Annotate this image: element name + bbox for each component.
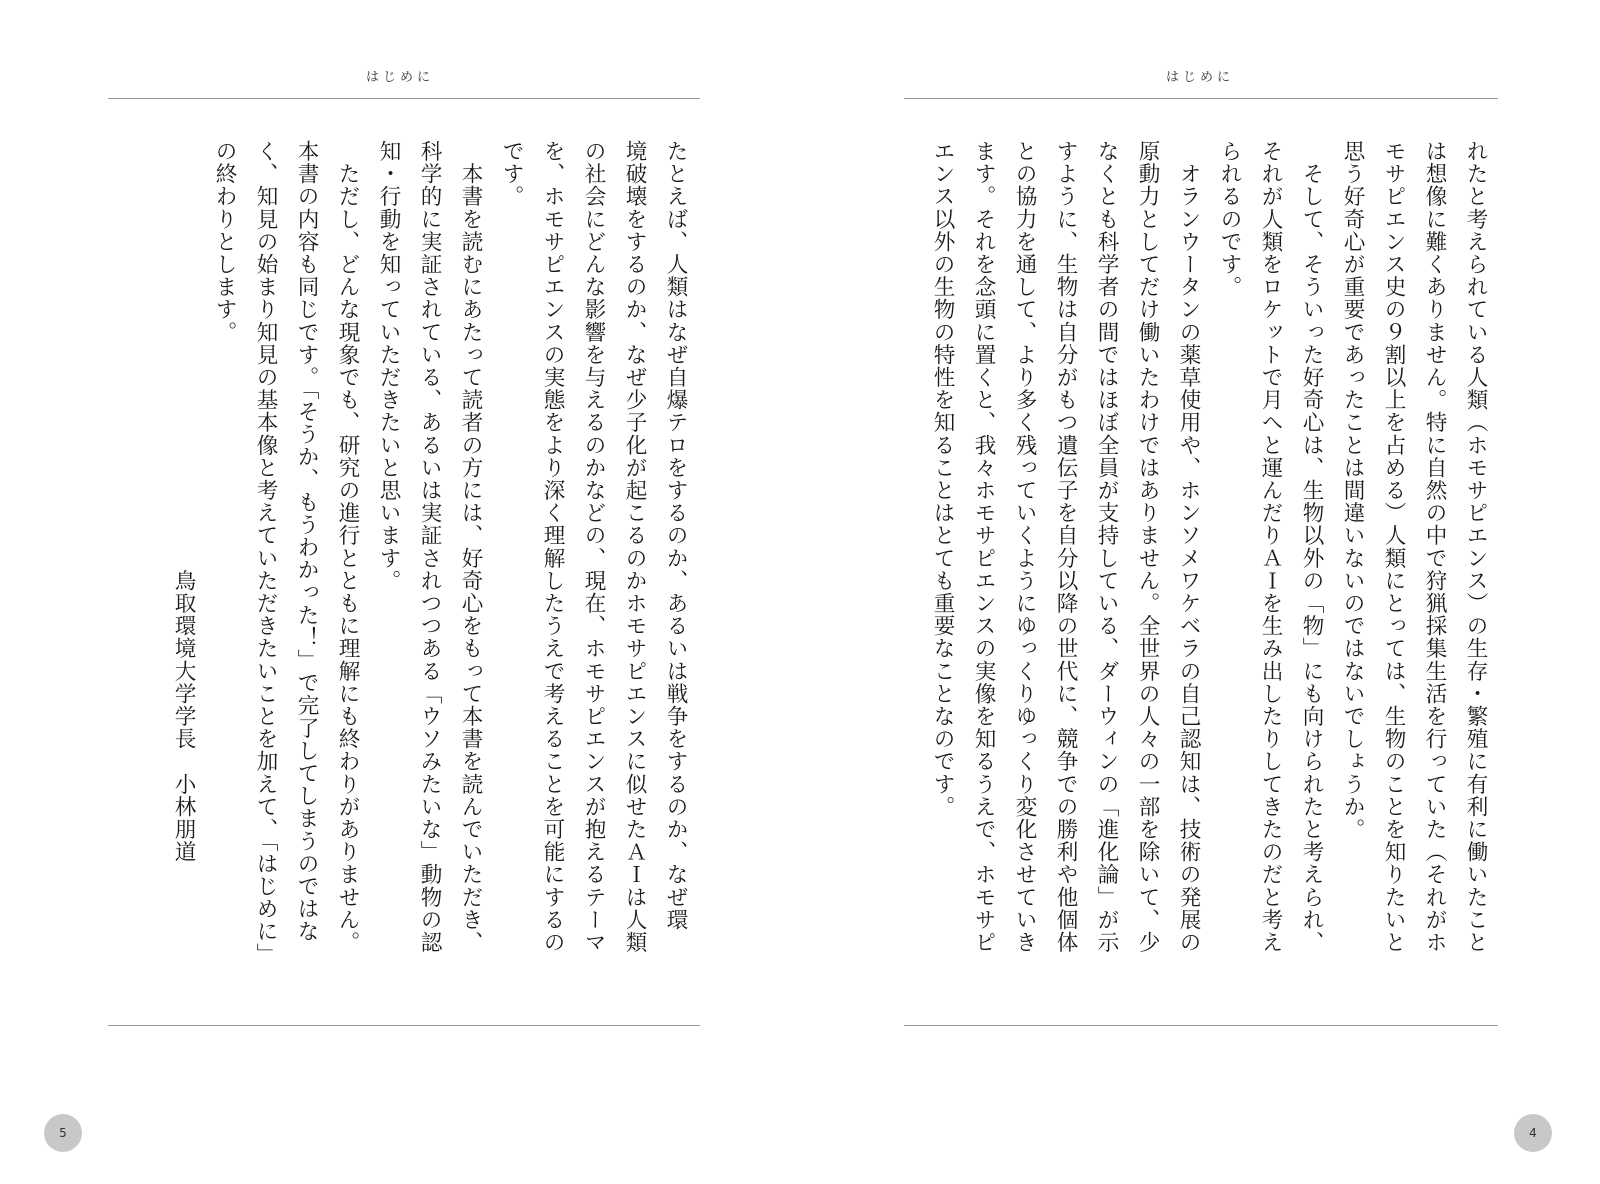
page-number: 4 [1514,1114,1552,1152]
text-line: 知・行動を知っていただきたいと思います。 [376,140,401,592]
text-line: を、ホモサピエンスの実態をより深く理解したうえで考えることを可能にするの [540,140,565,954]
text-line: られるのです。 [1217,140,1242,299]
signature: 鳥取環境大学学長 小林朋道 [171,140,196,864]
text-line: なくとも科学者の間ではほぼ全員が支持している、ダーウィンの「進化論」が示 [1094,140,1119,954]
text-line: すように、生物は自分がもつ遺伝子を自分以降の世代に、競争での勝利や他個体 [1053,140,1078,954]
header-rule [904,98,1498,99]
text-line: 境破壊をするのか、なぜ少子化が起こるのかホモサピエンスに似せたＡＩは人類 [622,140,647,954]
text-line: ただし、どんな現象でも、研究の進行とともに理解にも終わりがありません。 [335,140,360,954]
text-line: それが人類をロケットで月へと運んだりＡＩを生み出したりしてきたのだと考え [1258,140,1283,954]
right-page [800,0,1600,1184]
running-head: はじめに [1165,70,1234,85]
text-line: です。 [499,140,524,208]
text-line: モサピエンス史の９割以上を占める）人類にとっては、生物のことを知りたいと [1381,140,1406,954]
text-line: 本書の内容も同じです。「そうか、もうわかった！」で完了してしまうのではな [294,140,319,943]
text-line: 原動力としてだけ働いたわけではありません。全世界の人々の一部を除いて、少 [1135,140,1160,954]
text-line: の社会にどんな影響を与えるのかなどの、現在、ホモサピエンスが抱えるテーマ [581,140,606,954]
text-line: そして、そういった好奇心は、生物以外の「物」にも向けられたと考えられ、 [1299,140,1324,954]
text-line: との協力を通して、より多く残っていくようにゆっくりゆっくり変化させていき [1012,140,1037,954]
running-head: はじめに [365,70,434,85]
footer-rule [904,1025,1498,1026]
text-line: ます。それを念頭に置くと、我々ホモサピエンスの実像を知るうえで、ホモサピ [971,140,996,954]
text-line: たとえば、人類はなぜ自爆テロをするのか、あるいは戦争をするのか、なぜ環 [663,140,688,931]
text-line: く、知見の始まり知見の基本像と考えていただきたいことを加えて、「はじめに」 [253,140,278,966]
body-text [171,140,696,1000]
header-rule [108,98,700,99]
text-line: 科学的に実証されている、あるいは実証されつつある「ウソみたいな」動物の認 [417,140,442,954]
text-line: れたと考えられている人類（ホモサピエンス）の生存・繁殖に有利に働いたこと [1463,140,1488,954]
text-line: エンス以外の生物の特性を知ることはとても重要なことなのです。 [930,140,955,818]
text-line: の終わりとします。 [212,140,237,344]
footer-rule [108,1025,700,1026]
page-number: 5 [44,1114,82,1152]
text-line: オランウータンの薬草使用や、ホンソメワケベラの自己認知は、技術の発展の [1176,140,1201,954]
text-line: は想像に難くありません。特に自然の中で狩猟採集生活を行っていた（それがホ [1422,140,1447,954]
body-text [930,140,1496,1000]
text-line: 思う好奇心が重要であったことは間違いないのではないでしょうか。 [1340,140,1365,841]
text-line: 本書を読むにあたって読者の方には、好奇心をもって本書を読んでいただき、 [458,140,483,954]
